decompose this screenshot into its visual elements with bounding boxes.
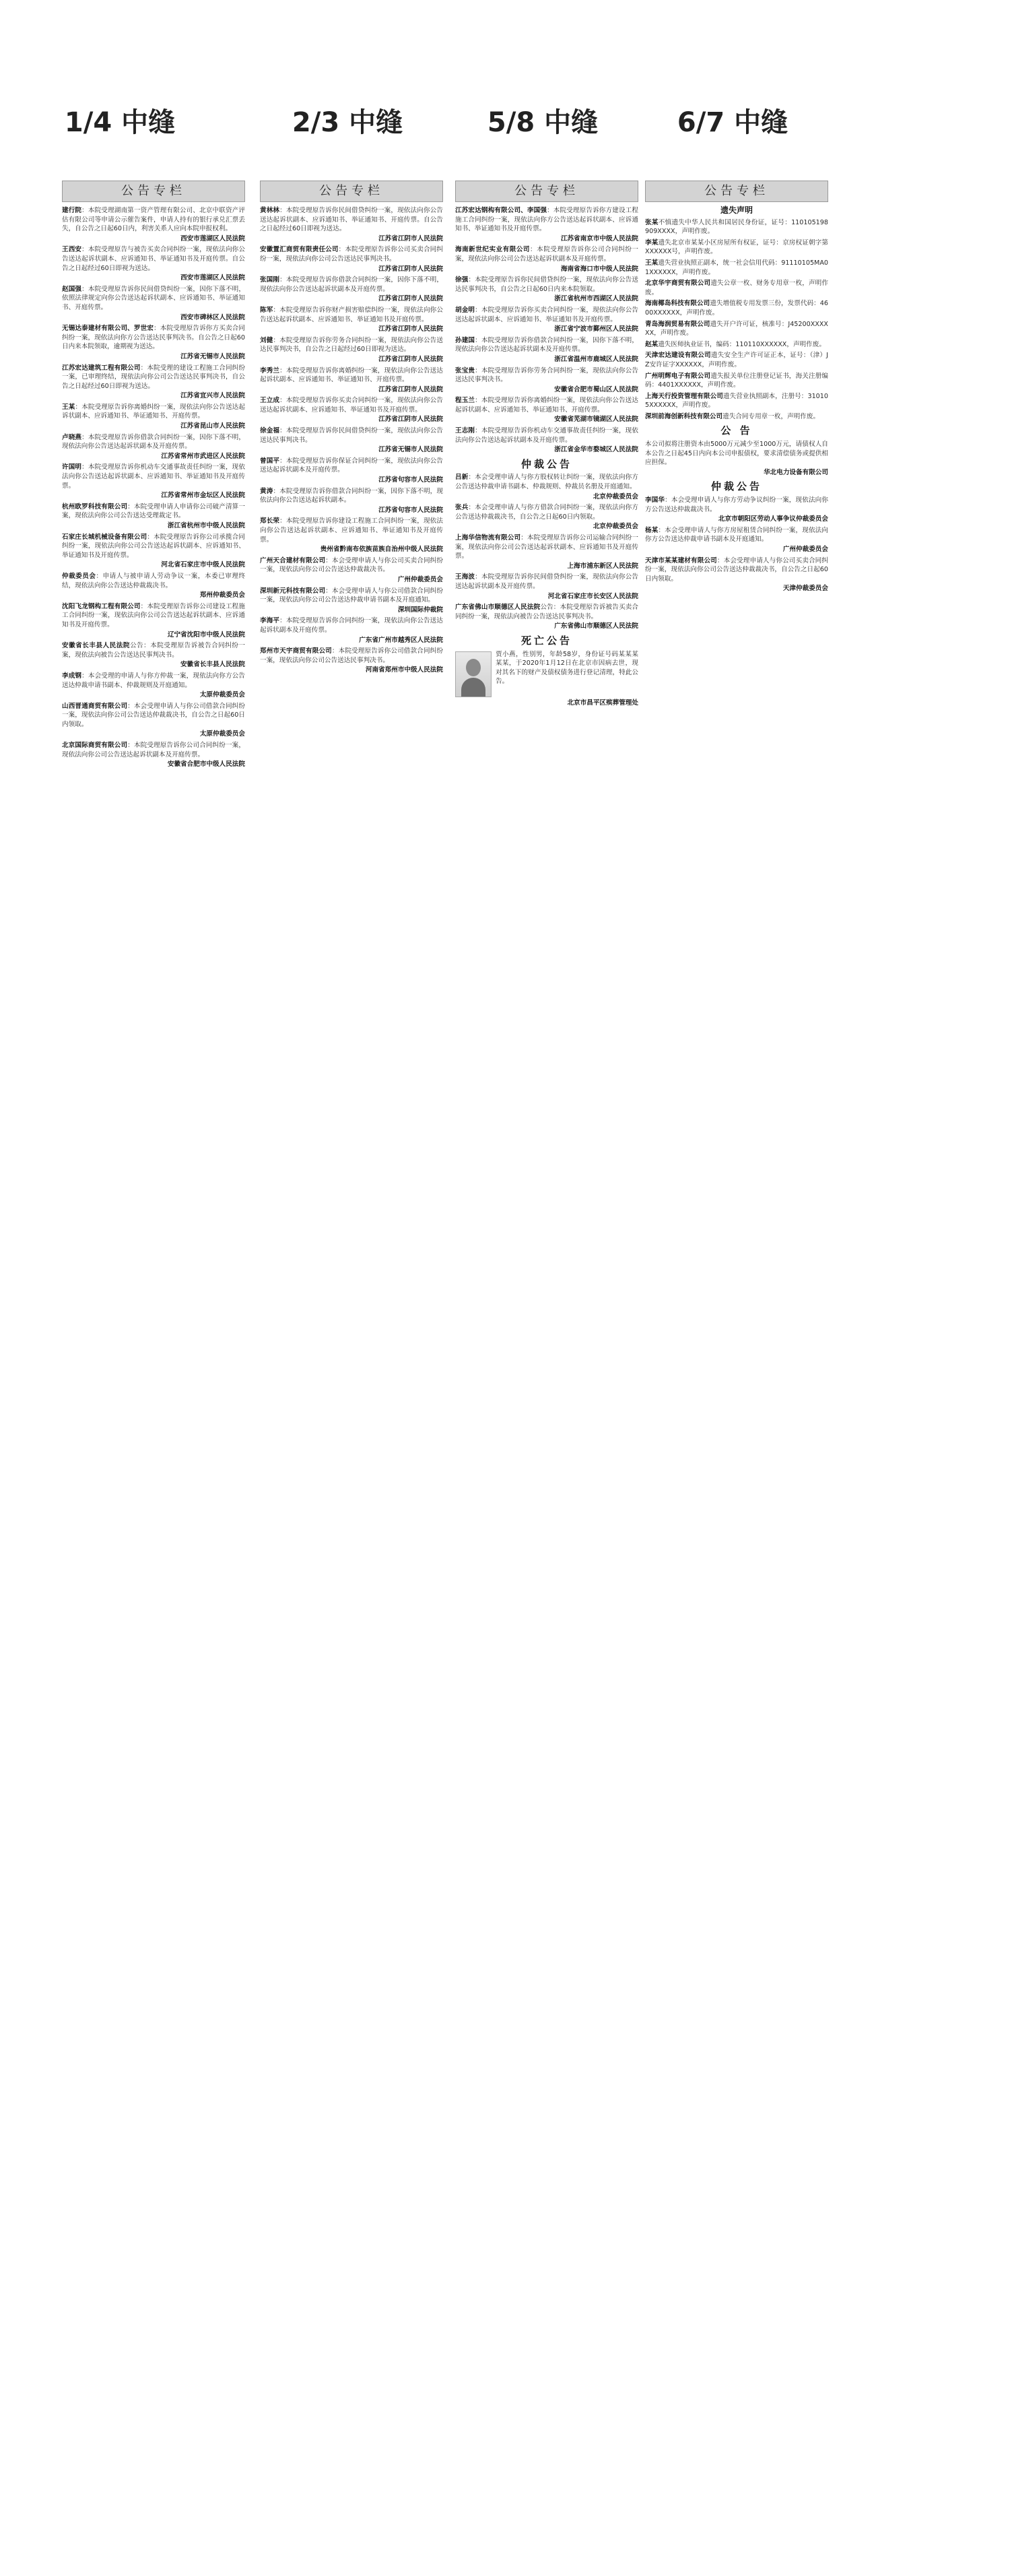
notice-addressee: 江苏宏达建筑工程有限公司: [62, 364, 141, 372]
notice-signature: 江苏省江阴市人民法院: [378, 325, 443, 333]
notice-addressee: 王海波: [455, 573, 475, 581]
notice-text: ：本院受理原告诉你离婚纠纷一案，现依法向你公告送达起诉状副本、应诉通知书、举证通知书、开庭传票。: [260, 366, 443, 384]
notice-text: ：本院受理原告与被告买卖合同纠纷一案，现依法向你公告送达起诉状副本、应诉通知书、举证通知书及开庭传票。自公告之日起经过60日即视为送达。: [62, 246, 245, 272]
notice-addressee: 许国明: [62, 463, 82, 472]
notice-item: [62, 463, 245, 500]
notice-addressee: 张国刚: [260, 276, 280, 284]
notice-text: ：本院受理原告诉你买卖合同纠纷一案，现依法向你公告送达起诉状副本、应诉通知书、举证通知书及开庭传票。: [455, 306, 638, 323]
notice-signature: 广东省佛山市顺德区人民法院: [554, 622, 638, 631]
notice-addressee: 无锡达泰建材有限公司、罗世宏: [62, 325, 154, 333]
notice-text: ：本院受理原告诉你合同纠纷一案，现依法向你公告送达起诉状副本及开庭传票。: [260, 617, 443, 634]
notice-item: [62, 503, 245, 531]
notice-signature: 河北省石家庄市中级人民法院: [161, 561, 245, 569]
notice-text: ：本院受理原告诉你买卖合同纠纷一案，现依法向你公告送达起诉状副本、应诉通知书、举证通知书及开庭传票。: [260, 397, 443, 414]
notice-text: 遗失报关单位注册登记证书，海关注册编码：4401XXXXXX，声明作废。: [645, 372, 828, 389]
notice-column-3: [455, 181, 638, 2538]
notice-signature: 江苏省宜兴市人民法院: [180, 392, 245, 400]
notice-signature: 安徽省合肥市中级人民法院: [167, 761, 245, 769]
notice-item: [260, 306, 443, 334]
notice-item: [645, 412, 828, 422]
page-header-6-7: 6/7 中缝: [677, 107, 788, 138]
notice-signature: 北京仲裁委员会: [593, 523, 638, 531]
notice-signature: 江苏省昆山市人民法院: [180, 422, 245, 430]
notice-addressee: 安徽省长丰县人民法院: [62, 642, 130, 650]
notice-text: ：本院受理原告诉你借款合同纠纷一案，因你下落不明，现依法向你公告送达起诉状副本及开庭传票。: [260, 276, 443, 293]
notice-signature: 安徽省芜湖市镜湖区人民法院: [554, 416, 638, 424]
notice-addressee: 仲裁委员会: [62, 572, 96, 580]
notice-text: ：本院受理原告诉你公司运输合同纠纷一案，现依法向你公司公告送达起诉状副本、应诉通知书及开庭传票。: [455, 534, 638, 560]
notice-signature: 河北省石家庄市长安区人民法院: [547, 592, 638, 600]
notice-addressee: 李国华: [645, 496, 665, 505]
notice-item: [645, 556, 828, 593]
notice-signature: 浙江省温州市鹿城区人民法院: [554, 355, 638, 363]
notice-item: [645, 526, 828, 554]
notice-text: 本公司拟将注册资本由5000万元减少至1000万元，请债权人自本公告之日起45日内向本公司申报债权，要求清偿债务或提供相应担保。: [645, 441, 828, 467]
notice-addressee: 徐强: [455, 276, 469, 284]
notice-text: ：本院受理原告诉你公司合同纠纷一案，现依法向你公司公告送达起诉状副本及开庭传票。: [62, 742, 245, 759]
page-header-1-4: 1/4 中缝: [64, 107, 176, 138]
notice-signature: 西安市莲湖区人民法院: [180, 274, 245, 282]
notice-item: [62, 602, 245, 639]
notice-item: [455, 603, 638, 631]
notice-addressee: 李成钢: [62, 672, 82, 680]
page-header-2-3: 2/3 中缝: [292, 107, 403, 138]
column-title: 公告专栏: [260, 181, 443, 202]
notice-signature: 浙江省杭州市中级人民法院: [167, 522, 245, 529]
notice-text: ：本院受理申请人申请你公司破产清算一案，现依法向你公司公告送达受理裁定书。: [62, 503, 245, 520]
notice-signature: 安徽省长丰县人民法院: [180, 661, 245, 669]
notice-addressee: 张宝贵: [455, 366, 475, 375]
notice-item: [62, 285, 245, 322]
notice-signature: 江苏省句容市人民法院: [378, 506, 443, 514]
notice-addressee: 广州天合建材有限公司: [260, 556, 326, 565]
notice-addressee: 赵某: [645, 340, 659, 348]
column-body: [260, 206, 443, 675]
notice-text: ：本院受理原告诉你离婚纠纷一案，现依法向你公告送达起诉状副本、应诉通知书、举证通知书、开庭传票。: [62, 403, 245, 420]
notice-text: ：本院受理原告诉你劳务合同纠纷一案，现依法向你公告送达民事判决书。: [455, 366, 638, 384]
notice-item: [260, 457, 443, 485]
notice-signature: 江苏省无锡市人民法院: [378, 446, 443, 454]
notice-item: [455, 396, 638, 424]
notice-text: ：申请人与被申请人劳动争议一案，本委已审理终结，现依法向你公告送达仲裁裁决书。: [62, 572, 245, 589]
notice-text: ：本会受理申请人与你方房屋租赁合同纠纷一案，现依法向你方公告送达仲裁申请书副本及开庭通知。: [645, 526, 828, 544]
notice-item: [260, 426, 443, 455]
notice-text: ：本院受理原告诉你机动车交通事故责任纠纷一案，现依法向你公告送达起诉状副本、应诉通知书、举证通知书及开庭传票。: [62, 463, 245, 490]
notice-addressee: 陈军: [260, 306, 273, 314]
notice-item: [645, 392, 828, 410]
notice-text: 不慎遗失中华人民共和国居民身份证，证号：110105198909XXXX，声明作废。: [645, 218, 828, 236]
notice-text: ：本会受理申请人与你公司借款合同纠纷一案，现依法向你公司公告送达仲裁裁决书，自公告之日起60日内领取。: [62, 702, 245, 728]
notice-text: ：本院受理原告诉你方建设工程施工合同纠纷一案，现依法向你方公告送达起诉状副本、应诉通知书、举证通知书及开庭传票。: [455, 207, 638, 233]
notice-addressee: 北京华宇商贸有限公司: [645, 280, 711, 288]
notice-item: [455, 306, 638, 334]
notice-column-2: [260, 181, 443, 2538]
notice-addressee: 深圳新元科技有限公司: [260, 587, 326, 595]
notice-item: [645, 238, 828, 257]
notice-item: [455, 534, 638, 571]
notice-signature: 太原仲裁委员会: [199, 730, 245, 738]
notice-text: ：本院受理的建设工程施工合同纠纷一案，已审理终结，现依法向你公司公告送达民事判决书，自公告之日起经过60日即视为送达。: [62, 364, 245, 390]
notice-text: ：本院受理原告诉你公司合同纠纷一案，现依法向你公司公告送达起诉状副本及开庭传票。: [455, 246, 638, 263]
notice-item: [645, 372, 828, 390]
notice-text: ：本院受理原告诉你公司建设工程施工合同纠纷一案，现依法向你公司公告送达起诉状副本、应诉通知书及开庭传票。: [62, 602, 245, 629]
notice-text: 遗失公章一枚、财务专用章一枚，声明作废。: [645, 280, 828, 296]
notice-signature: 江苏省常州市金坛区人民法院: [161, 492, 245, 500]
notice-addressee: 卢晓燕: [62, 433, 82, 441]
notice-text: 公告：本院受理原告诉被告买卖合同纠纷一案，现依法向被告公告送达民事判决书。: [455, 604, 638, 620]
notice-addressee: 沈阳飞龙钢构工程有限公司: [62, 602, 141, 610]
notice-item: [455, 276, 638, 304]
notice-signature: 天津仲裁委员会: [782, 585, 828, 593]
notice-item: [62, 364, 245, 401]
notice-item: [645, 351, 828, 369]
notice-addressee: 上海天行投资管理有限公司: [645, 392, 723, 400]
notice-addressee: 郑州市天宇商贸有限公司: [260, 647, 332, 655]
notice-text: ：本院受理原告诉你机动车交通事故责任纠纷一案，现依法向你公告送达起诉状副本及开庭传票。: [455, 427, 638, 444]
notice-addressee: 王西安: [62, 246, 82, 254]
notice-item: [645, 320, 828, 338]
notice-text: ：本院受理原告诉你民间借贷纠纷一案，现依法向你公告送达民事判决书，自公告之日起60日内来本院领取。: [455, 276, 638, 293]
notice-addressee: 建行院: [62, 207, 82, 214]
notice-item: [62, 533, 245, 570]
notice-signature: 河南省郑州市中级人民法院: [365, 666, 443, 674]
notice-text: ：本会受理的申请人与你方仲裁一案，现依法向你方公告送达仲裁申请书副本、仲裁规则及开庭通知。: [62, 672, 245, 689]
notice-addressee: 安徽置汇商贸有限责任公司: [260, 246, 339, 254]
notice-addressee: 张兵: [455, 504, 469, 512]
notice-text: 遗失营业执照正副本，统一社会信用代码：91110105MA01XXXXXX，声明作废。: [645, 259, 828, 276]
notice-signature: 浙江省金华市婺城区人民法院: [554, 446, 638, 454]
notice-addressee: 李某: [645, 238, 659, 247]
notice-addressee: 郑长荣: [260, 517, 280, 525]
notice-text: ：本院受理原告诉你财产损害赔偿纠纷一案，现依法向你公告送达起诉状副本、应诉通知书、举证通知书及开庭传票。: [260, 306, 443, 323]
notice-item: [62, 433, 245, 461]
notice-signature: 江苏省江阴市人民法院: [378, 295, 443, 303]
notice-addressee: 张某: [645, 218, 659, 226]
notice-signature: 江苏省江阴市人民法院: [378, 355, 443, 363]
page-header-5-8: 5/8 中缝: [487, 107, 599, 138]
notice-item: [455, 573, 638, 601]
notice-addressee: 曾国平: [260, 457, 280, 465]
notice-text: ：本院受理原告诉你公司承揽合同纠纷一案，现依法向你公司公告送达起诉状副本、应诉通知书、举证通知书及开庭传票。: [62, 533, 245, 559]
notice-addressee: 北京国际商贸有限公司: [62, 742, 128, 750]
notice-addressee: 黄涛: [260, 487, 273, 495]
notice-addressee: 杨某: [645, 526, 659, 534]
notice-signature: 西安市莲湖区人民法院: [180, 234, 245, 243]
notice-signature: 太原仲裁委员会: [199, 691, 245, 699]
notice-item: [62, 572, 245, 600]
notice-item: [645, 299, 828, 317]
notice-addressee: 山西晋通商贸有限公司: [62, 702, 128, 710]
column-body: [645, 206, 828, 593]
notice-text: 遗失合同专用章一枚，声明作废。: [722, 412, 820, 420]
general-notice: [645, 440, 828, 477]
notice-signature: 江苏省句容市人民法院: [378, 476, 443, 484]
notice-signature: 江苏省江阴市人民法院: [378, 385, 443, 393]
notice-text: ：本院受理原告诉你公司买卖合同纠纷一案，现依法向你公司公告送达民事判决书。: [260, 246, 443, 263]
notice-addressee: 王志刚: [455, 427, 475, 435]
column-title: 公告专栏: [645, 181, 828, 202]
notice-item: [260, 245, 443, 273]
notice-addressee: 深圳前海创新科技有限公司: [645, 412, 723, 420]
notice-addressee: 孙建国: [455, 336, 475, 344]
notice-item: [260, 556, 443, 585]
notice-item: [260, 587, 443, 615]
notice-text: 遗失医师执业证书，编码：110110XXXXXX，声明作废。: [658, 340, 826, 348]
notice-addressee: 李秀兰: [260, 366, 280, 375]
notice-signature: 广州仲裁委员会: [782, 546, 828, 553]
notice-signature: 海南省海口市中级人民法院: [560, 265, 638, 273]
notice-text: ：本院受理原告诉你方买卖合同纠纷一案，现依法向你方公告送达民事判决书。自公告之日起60日内来本院领取，逾期视为送达。: [62, 325, 245, 351]
loss-section-title: 遗失声明: [720, 205, 753, 215]
notice-text: 遗失安全生产许可证正本，证号：（津）JZ安许证字XXXXXX，声明作废。: [645, 352, 828, 368]
column-body: [62, 206, 245, 769]
arbitration-section-title: 仲裁公告: [710, 480, 762, 493]
notice-item: [260, 366, 443, 395]
notice-text: ：本院受理原告诉你借款合同纠纷一案，因你下落不明，现依法向你公告送达起诉状副本。: [260, 487, 443, 505]
notice-addressee: 杭州欧罗科技有限公司: [62, 503, 128, 511]
notice-text: ：本院受理原告诉你劳务合同纠纷一案，现依法向你公告送达民事判决书，自公告之日起经过60日即视为送达。: [260, 336, 443, 354]
notice-text: 遗失营业执照副本，注册号：310105XXXXXX，声明作废。: [645, 392, 828, 410]
notice-item: [455, 206, 638, 243]
notice-signature: 江苏省江阴市人民法院: [378, 416, 443, 424]
notice-signature: 华北电力设备有限公司: [764, 468, 828, 476]
notice-signature: 江苏省无锡市人民法院: [180, 352, 245, 360]
notice-text: ：本会受理申请人与你公司买卖合同纠纷一案，现依法向你公司公告送达仲裁裁决书，自公告之日起60日内领取。: [645, 556, 828, 583]
notice-text: ：本院受理原告诉你民间借贷纠纷一案，因你下落不明，依照法律规定向你公告送达起诉状副本、应诉通知书、举证通知书、开庭传票。: [62, 285, 245, 311]
notice-text: 公告：本院受理原告诉被告合同纠纷一案，现依法向被告公告送达民事判决书。: [62, 642, 245, 659]
general-notice-title: 公 告: [720, 424, 753, 437]
notice-addressee: 天津市某某建材有限公司: [645, 556, 717, 565]
notice-item: [260, 396, 443, 424]
notice-item: [62, 672, 245, 700]
notice-item: [62, 702, 245, 739]
notice-text: ：本会受理申请人与你方股权转让纠纷一案，现依法向你方公告送达仲裁申请书副本、仲裁规则、仲裁员名册及开庭通知。: [455, 474, 638, 491]
notice-signature: 深圳国际仲裁院: [397, 606, 443, 614]
notice-addressee: 石家庄长城机械设备有限公司: [62, 533, 147, 541]
notice-signature: 北京仲裁委员会: [593, 492, 638, 501]
arbitration-section-title: 仲裁公告: [520, 457, 572, 470]
notice-text: ：本会受理申请人与你公司买卖合同纠纷一案，现依法向你公司公告送达仲裁裁决书。: [260, 556, 443, 574]
notice-addressee: 吕新: [455, 474, 469, 482]
notice-signature: 西安市碑林区人民法院: [180, 313, 245, 321]
notice-text: ：本会受理申请人与你方劳动争议纠纷一案，现依法向你方公告送达仲裁裁决书。: [645, 496, 828, 513]
notice-signature: 贵州省黔南布依族苗族自治州中级人民法院: [320, 546, 443, 554]
notice-column-4: [645, 181, 828, 2538]
notice-text: ：本院受理原告诉你建设工程施工合同纠纷一案，现依法向你公告送达起诉状副本、应诉通知书、举证通知书及开庭传票。: [260, 517, 443, 544]
notice-signature: 郑州仲裁委员会: [199, 591, 245, 600]
notice-addressee: 海南新世纪实业有限公司: [455, 246, 531, 254]
notice-addressee: 李海平: [260, 617, 280, 625]
notice-addressee: 王某: [62, 403, 75, 411]
notice-text: ：本院受理原告诉你民间借贷纠纷一案，现依法向你公告送达起诉状副本及开庭传票。: [455, 573, 638, 590]
notice-text: ：本会受理申请人与你公司借款合同纠纷一案，现依法向你公司公告送达仲裁申请书副本及开庭通知。: [260, 587, 443, 604]
notice-addressee: 程玉兰: [455, 397, 475, 405]
notice-addressee: 天津宏达建设有限公司: [645, 352, 711, 360]
column-body: [455, 206, 638, 707]
notice-signature: 浙江省宁波市鄞州区人民法院: [554, 325, 638, 333]
notice-column-1: [62, 181, 245, 2538]
notice-signature: 浙江省杭州市西湖区人民法院: [554, 295, 638, 303]
notice-item: [62, 206, 245, 243]
notice-signature: 辽宁省沈阳市中级人民法院: [167, 631, 245, 639]
notice-text: ：本院受理原告诉你借款合同纠纷一案，因你下落不明，现依法向你公告送达起诉状副本及开庭传票。: [455, 336, 638, 354]
death-notice-text: 贾小燕，性别男，年龄58岁，身份证号码某某某某某，于2020年1月12日在北京市因病去世，现对其名下的财产及债权债务进行登记清理，特此公告。: [496, 650, 638, 686]
notice-item: [62, 324, 245, 361]
notice-item: [260, 487, 443, 515]
notice-addressee: 广州明辉电子有限公司: [645, 372, 711, 380]
notice-addressee: 王某: [645, 259, 659, 267]
notice-addressee: 青岛海润贸易有限公司: [645, 320, 710, 328]
notice-addressee: 黄林林: [260, 207, 280, 214]
notice-text: 遗失北京市某某小区房屋所有权证，证号：京房权证朝字第XXXXXX号，声明作废。: [645, 238, 828, 256]
notice-signature: 上海市浦东新区人民法院: [567, 562, 638, 570]
notice-addressee: 广东省佛山市顺德区人民法院: [455, 604, 541, 612]
notice-item: [455, 473, 638, 501]
notice-item: [260, 616, 443, 645]
notice-item: [645, 496, 828, 524]
notice-signature: 北京市朝阳区劳动人事争议仲裁委员会: [718, 515, 828, 523]
death-notice-title: 死亡公告: [520, 634, 572, 647]
notice-addressee: 胡金明: [455, 306, 475, 314]
notice-signature: 江苏省江阴市人民法院: [378, 265, 443, 273]
notice-item: [645, 218, 828, 236]
notice-signature: 江苏省常州市武进区人民法院: [161, 452, 245, 460]
notice-text: ：本院受理原告诉你公司借款合同纠纷一案，现依法向你公司公告送达民事判决书。: [260, 647, 443, 664]
notice-signature: 安徽省合肥市蜀山区人民法院: [554, 385, 638, 393]
death-notice: [455, 650, 638, 708]
notice-text: ：本院受理原告诉你借款合同纠纷一案，因你下落不明，现依法向你公告送达起诉状副本及开庭传票。: [62, 433, 245, 451]
notice-addressee: 刘健: [260, 336, 273, 344]
notice-text: ：本院受理原告诉你离婚纠纷一案，现依法向你公告送达起诉状副本、应诉通知书、举证通知书、开庭传票。: [455, 397, 638, 414]
notice-text: ：本会受理申请人与你方借款合同纠纷一案，现依法向你方公告送达仲裁裁决书，自公告之日起60日内领取。: [455, 504, 638, 521]
notice-item: [645, 279, 828, 297]
notice-addressee: 海南椰岛科技有限公司: [645, 300, 710, 308]
notice-text: ：本院受理原告诉你保证合同纠纷一案，现依法向你公告送达起诉状副本及开庭传票。: [260, 457, 443, 474]
notice-item: [260, 647, 443, 675]
notice-addressee: 江苏宏达钢构有限公司、李国强: [455, 207, 547, 214]
notice-item: [645, 340, 828, 350]
notice-item: [455, 245, 638, 273]
notice-item: [260, 206, 443, 243]
notice-text: ：本院受理原告诉你民间借贷纠纷一案，现依法向你公告送达民事判决书。: [260, 427, 443, 444]
column-title: 公告专栏: [455, 181, 638, 202]
notice-item: [62, 403, 245, 431]
notice-addressee: 赵国强: [62, 285, 82, 293]
notice-addressee: 上海华信物流有限公司: [455, 534, 521, 542]
notice-item: [645, 259, 828, 277]
notice-item: [62, 641, 245, 670]
notice-item: [260, 517, 443, 554]
notice-signature: 广东省广州市越秀区人民法院: [359, 636, 443, 644]
notice-addressee: 王立成: [260, 397, 280, 405]
notice-item: [455, 503, 638, 532]
notice-text: ：本院受理原告诉你民间借贷纠纷一案，现依法向你公告送达起诉状副本、应诉通知书、举证通知书、开庭传票。自公告之日起经过60日即视为送达。: [260, 207, 443, 233]
notice-signature: 广州仲裁委员会: [397, 575, 443, 583]
notice-addressee: 徐金福: [260, 427, 280, 435]
notice-item: [455, 336, 638, 364]
notice-signature: 江苏省南京市中级人民法院: [560, 234, 638, 243]
notice-item: [455, 366, 638, 395]
notice-text: 遗失增值税专用发票三份，发票代码：4600XXXXXX，声明作废。: [645, 300, 828, 317]
notice-item: [455, 426, 638, 455]
notice-text: ：本院受理湖南第一资产管理有限公司、北京中联资产评估有限公司等申请公示催告案件，申请人持有的银行承兑汇票丢失，自公告之日起60日内，利害关系人应向本院申报权利。: [62, 207, 245, 233]
notice-signature: 北京市昌平区殡葬管理处: [567, 699, 638, 707]
notice-text: 遗失开户许可证，核准号：J45200XXXXXX，声明作废。: [645, 320, 828, 337]
notice-item: [260, 336, 443, 364]
notice-item: [62, 245, 245, 282]
notice-signature: 江苏省江阴市人民法院: [378, 234, 443, 243]
notice-item: [260, 276, 443, 304]
portrait-photo: [455, 651, 492, 697]
column-title: 公告专栏: [62, 181, 245, 202]
notice-item: [62, 741, 245, 769]
